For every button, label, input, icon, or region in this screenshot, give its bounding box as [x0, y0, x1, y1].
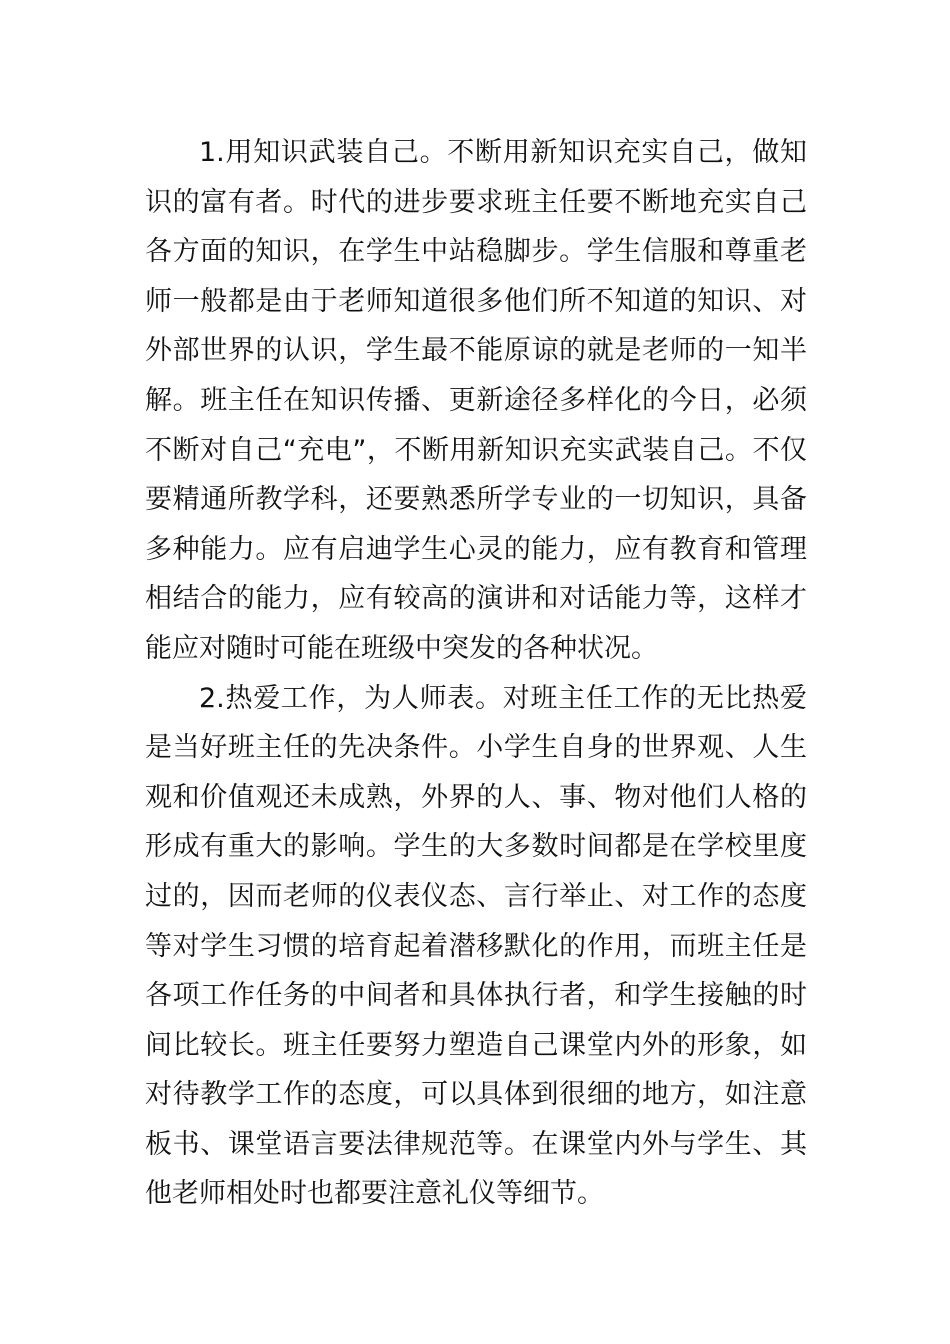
paragraph-2: 2.热爱工作，为人师表。对班主任工作的无比热爱是当好班主任的先决条件。小学生自身的世界观、人生观和价值观还未成熟，外界的人、事、物对他们人格的形成有重大的影响。学生的大多数时间都是在学校里度过的，因而老师的仪表仪态、言行举止、对工作的态度等对学生习惯的培育起着潜移默化的作用，而班主任是各项工作任务的中间者和具体执行者，和学生接触的时间比较长。班主任要努力塑造自己课堂内外的形象，如对待教学工作的态度，可以具体到很细的地方，如注意板书、课堂语言要法律规范等。在课堂内外与学生、其他老师相处时也都要注意礼仪等细节。: [145, 682, 807, 1210]
paragraph-1: 1.用知识武装自己。不断用新知识充实自己，做知识的富有者。时代的进步要求班主任要不断地充实自己各方面的知识，在学生中站稳脚步。学生信服和尊重老师一般都是由于老师知道很多他们所不知道的知识、对外部世界的认识，学生最不能原谅的就是老师的一知半解。班主任在知识传播、更新途径多样化的今日，必须不断对自己“充电”，不断用新知识充实武装自己。不仅要精通所教学科，还要熟悉所学专业的一切知识，具备多种能力。应有启迪学生心灵的能力，应有教育和管理相结合的能力，应有较高的演讲和对话能力等，这样才能应对随时可能在班级中突发的各种状况。: [145, 137, 807, 664]
document-body: [145, 128, 807, 1219]
